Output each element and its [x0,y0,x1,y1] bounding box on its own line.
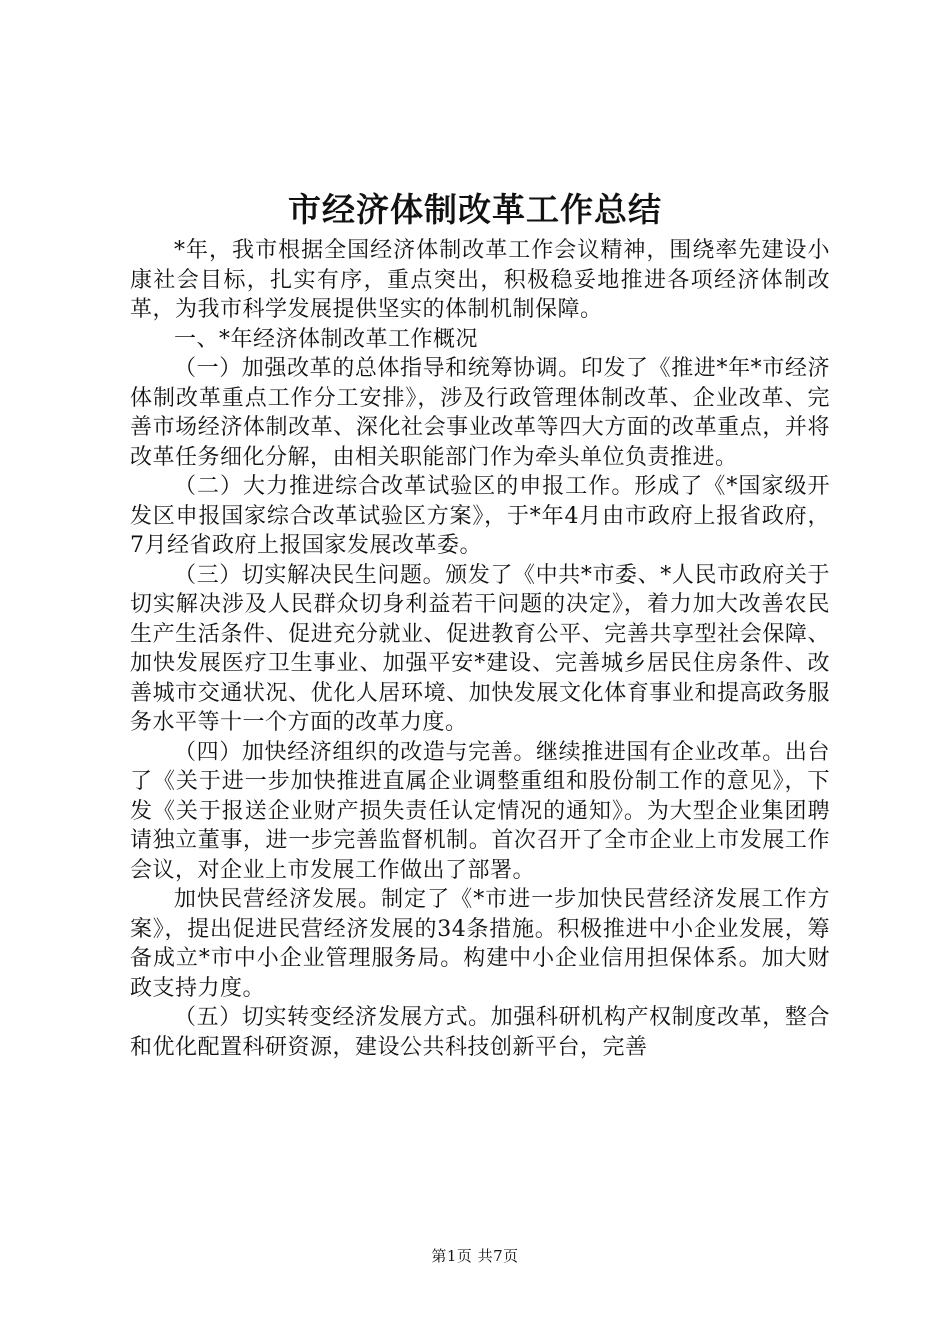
paragraph-item-3: （三）切实解决民生问题。颁发了《中共*市委、*人民市政府关于切实解决涉及人民群众切身利益若干问题的决定》，着力加大改善农民生产生活条件、促进充分就业、促进教育公平、完善共享型社会保障、加快发展医疗卫生事业、加强平安*建设、完善城乡居民住房条件、改善城市交通状况、优化人居环境、加快发展文化体育事业和提高政务服务水平等十一个方面的改革力度。 [130,562,830,735]
paragraph-private-economy: 加快民营经济发展。制定了《*市进一步加快民营经济发展工作方案》，提出促进民营经济发展的34条措施。积极推进中小企业发展，筹备成立*市中小企业管理服务局。构建中小企业信用担保体系。加大财政支持力度。 [130,887,830,1001]
paragraph-item-1: （一）加强改革的总体指导和统筹协调。印发了《推进*年*市经济体制改革重点工作分工安排》，涉及行政管理体制改革、企业改革、完善市场经济体制改革、深化社会事业改革等四大方面的改革重点，并将改革任务细化分解，由相关职能部门作为牵头单位负责推进。 [130,356,830,470]
paragraph-item-2: （二）大力推进综合改革试验区的申报工作。形成了《*国家级开发区申报国家综合改革试验区方案》，于*年4月由市政府上报省政府，7月经省政府上报国家发展改革委。 [130,474,830,558]
section-heading-overview: 一、*年经济体制改革工作概况 [174,326,479,352]
page-footer: 第1页 共7页 [431,1247,519,1265]
paragraph-item-4: （四）加快经济组织的改造与完善。继续推进国有企业改革。出台了《关于进一步加快推进直属企业调整重组和股份制工作的意见》，下发《关于报送企业财产损失责任认定情况的通知》。为大型企业集团聘请独立董事，进一步完善监督机制。首次召开了全市企业上市发展工作会议，对企业上市发展工作做出了部署。 [130,739,830,883]
document-body [130,236,830,1062]
document-title: 市经济体制改革工作总结 [288,190,662,229]
paragraph-intro: *年，我市根据全国经济体制改革工作会议精神，围绕率先建设小康社会目标，扎实有序，重点突出，积极稳妥地推进各项经济体制改革，为我市科学发展提供坚实的体制机制保障。 [130,238,830,322]
paragraph-item-5: （五）切实转变经济发展方式。加强科研机构产权制度改革，整合和优化配置科研资源，建设公共科技创新平台，完善 [130,1005,830,1060]
